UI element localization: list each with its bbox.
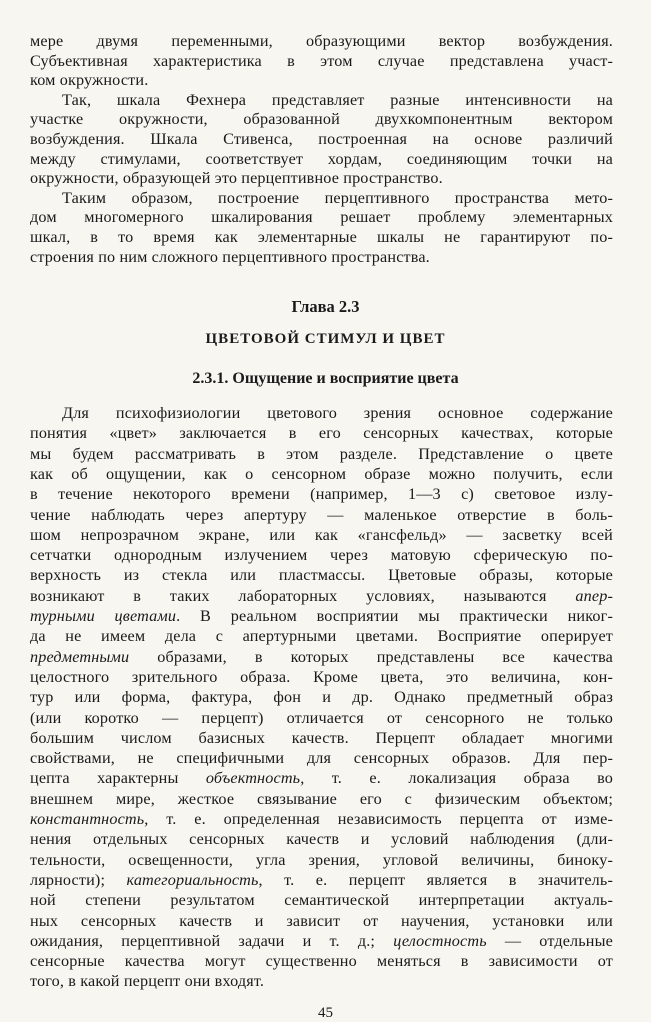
text-span: ожидания, перцептивной задачи и т. д.; xyxy=(30,931,394,950)
italic-term: апер- xyxy=(575,586,613,605)
text-span: лярности); xyxy=(30,870,127,889)
italic-term: целостность xyxy=(393,931,487,950)
text-line: участке окружности, образованной двухкомпонентным вектором xyxy=(30,110,613,129)
text-line: нения отдельных сенсорных качеств и условий наблюдения (дли- xyxy=(30,830,613,849)
italic-term: категориальность xyxy=(126,870,259,889)
text-line: Таким образом, построение перцептивного пространства мето- xyxy=(62,188,613,207)
section-heading: 2.3.1. Ощущение и восприятие цвета xyxy=(192,370,459,387)
text-line: Для психофизиологии цветового зрения основное содержание xyxy=(62,404,613,422)
text-line: мы будем рассматривать в этом разделе. Представление о цвете xyxy=(30,444,613,463)
text-line: ной степени результатом семантической интерпретации актуаль- xyxy=(30,891,613,910)
text-span: цепта характерны xyxy=(30,769,206,788)
text-line: шом непрозрачном экране, или как «гансфельд» — засветку всей xyxy=(30,525,613,544)
text-line: окружности, образующей это перцептивное пространство. xyxy=(30,169,443,188)
text-span: образами, в которых представлены все качества xyxy=(129,647,613,666)
text-line: свойствами, не специфичными для сенсорных образов. Для пер- xyxy=(30,749,613,768)
italic-term: турными цветами xyxy=(30,607,177,625)
text-line: Субъективная характеристика в этом случае представлена участ- xyxy=(30,51,613,70)
text-span: , т. е. локализация образа во xyxy=(300,769,613,788)
text-line xyxy=(30,931,613,951)
text-line: понятия «цвет» заключается в его сенсорных качествах, которые xyxy=(30,424,613,443)
text-line: шкал, в то время как элементарные шкалы не гарантируют по- xyxy=(30,228,613,246)
chapter-heading: Глава 2.3 xyxy=(291,297,360,316)
text-line: ком окружности. xyxy=(30,71,149,90)
text-line xyxy=(30,809,613,829)
text-line: большим числом базисных качеств. Перцепт обладает многими xyxy=(30,728,613,747)
text-line: между стимулами, соответствует хордам, соединяющим точки на xyxy=(30,149,613,168)
text-line: мере двумя переменными, образующими вектор возбуждения. xyxy=(30,32,613,50)
text-line xyxy=(30,606,613,626)
text-line: того, в какой перцепт они входят. xyxy=(30,972,265,991)
text-line: верхность из стекла или пластмассы. Цветовые образы, которые xyxy=(30,566,613,585)
italic-term: объектность xyxy=(205,769,301,788)
text-span: , т. е. определенная независимость перцепта от изме- xyxy=(144,810,613,828)
text-line: сенсорные качества могут существенно меняться в зависимости от xyxy=(30,952,613,971)
text-line: возбуждения. Шкала Стивенса, построенная на основе различий xyxy=(30,130,613,148)
text-line: сетчатки однородным излучением через матовую сферическую по- xyxy=(30,546,613,565)
text-line: да не имеем дела с апертурными цветами. Восприятие оперирует xyxy=(30,627,613,646)
text-line xyxy=(30,647,613,667)
text-span: , т. е. перцепт является в значитель- xyxy=(258,870,613,889)
text-line xyxy=(30,870,613,890)
text-span: возникают в таких лабораторных условиях, называются xyxy=(30,586,576,605)
text-line xyxy=(30,586,613,606)
text-line: строения по ним сложного перцептивного пространства. xyxy=(30,247,430,266)
text-line: тур или форма, фактура, фон и др. Однако предметный образ xyxy=(30,688,613,707)
text-line: целостного зрительного образа. Кроме цвета, это величина, кон- xyxy=(30,667,613,686)
text-line: Так, шкала Фехнера представляет разные интенсивности на xyxy=(62,90,613,109)
text-line: (или коротко — перцепт) отличается от сенсорного не только xyxy=(30,708,613,727)
chapter-title: ЦВЕТОВОЙ СТИМУЛ И ЦВЕТ xyxy=(205,331,446,347)
italic-term: предметными xyxy=(30,647,130,666)
text-line xyxy=(30,768,613,788)
text-line: тельности, освещенности, угла зрения, угловой величины, бинoку- xyxy=(30,850,613,869)
text-line: как об ощущении, как о сенсорном образе можно получить, если xyxy=(30,464,613,483)
text-span: — отдельные xyxy=(486,931,613,950)
text-line: внешнем мире, жесткое связывание его с физическим объектом; xyxy=(30,789,613,808)
page-number: 45 xyxy=(318,1005,333,1022)
text-line: ных сенсорных качеств и зависит от научения, установки или xyxy=(30,911,613,930)
italic-term: константность xyxy=(30,810,145,828)
text-span: . В реальном восприятии мы практически никог- xyxy=(176,607,613,625)
text-line: чение наблюдать через апертуру — маленькое отверстие в боль- xyxy=(30,505,613,524)
text-line: в течение некоторого времени (например, 1—3 с) световое излу- xyxy=(30,485,613,504)
text-line: дом многомерного шкалирования решает проблему элементарных xyxy=(30,208,613,227)
